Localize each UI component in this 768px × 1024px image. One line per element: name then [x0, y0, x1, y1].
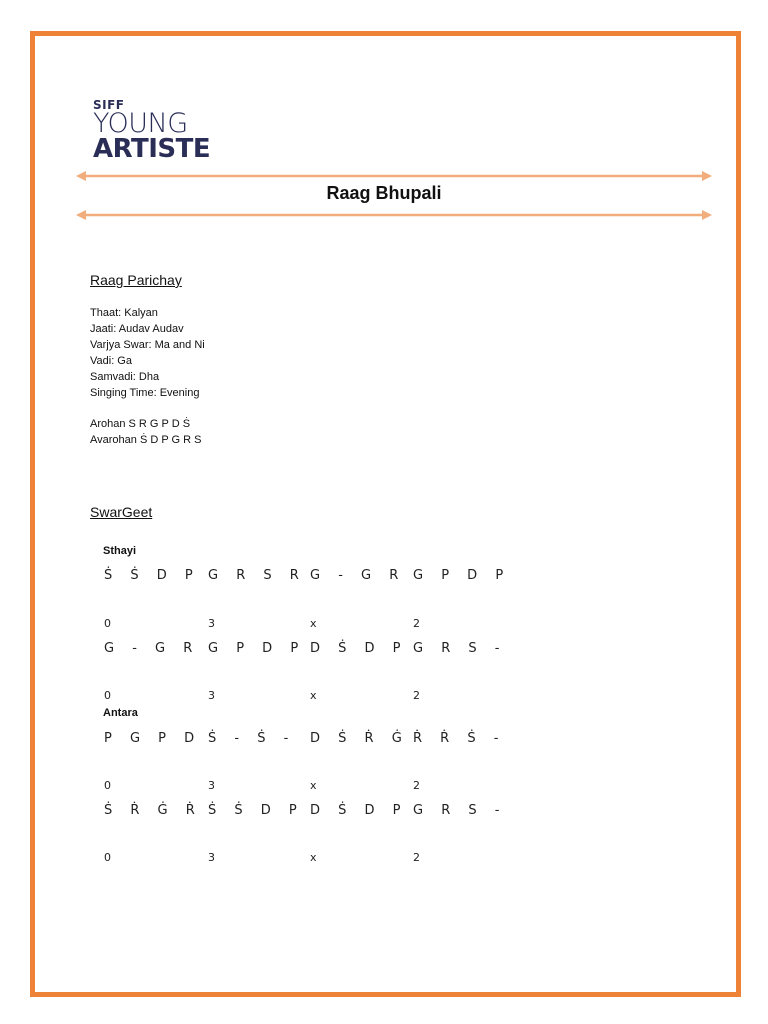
taal-marker: 3 — [208, 779, 215, 792]
swar-group: Ṡ Ṙ Ġ Ṙ — [104, 803, 202, 818]
taal-marker: 2 — [413, 851, 420, 864]
swar-group: Ṡ - Ṡ - — [208, 731, 296, 746]
swar-group: G R S R — [208, 568, 306, 583]
thaat-line: Thaat: Kalyan — [90, 307, 158, 319]
swar-group: Ṙ Ṙ Ṡ - — [413, 731, 506, 746]
taal-marker: x — [310, 851, 317, 864]
swargeet-heading: SwarGeet — [90, 504, 153, 520]
varjya-swar-line: Varjya Swar: Ma and Ni — [90, 339, 205, 351]
swar-group: G - G R — [310, 568, 406, 583]
taal-marker: 3 — [208, 617, 215, 630]
taal-marker: 3 — [208, 851, 215, 864]
arohan-line: Arohan S R G P D Ṡ — [90, 418, 191, 430]
swar-group: Ṡ Ṡ D P — [208, 803, 304, 818]
swar-group: D Ṡ Ṙ Ġ — [310, 731, 409, 746]
raag-parichay-details — [90, 305, 205, 401]
swar-group: G - G R — [104, 641, 200, 656]
title-top-arrow — [76, 170, 712, 182]
raag-parichay-heading: Raag Parichay — [90, 272, 182, 288]
swar-group: P G P D — [104, 731, 202, 746]
page-title: Raag Bhupali — [326, 183, 442, 203]
vadi-line: Vadi: Ga — [90, 355, 132, 367]
samvadi-line: Samvadi: Dha — [90, 371, 160, 383]
singing-time-line: Singing Time: Evening — [90, 387, 200, 399]
taal-marker: 0 — [104, 779, 111, 792]
taal-marker: 2 — [413, 779, 420, 792]
title-bottom-arrow — [76, 209, 712, 221]
taal-marker: x — [310, 779, 317, 792]
sthayi-label: Sthayi — [103, 545, 137, 557]
taal-marker: x — [310, 617, 317, 630]
logo-line-artiste: ARTISTE — [93, 134, 211, 164]
swar-group: G P D P — [413, 568, 511, 583]
taal-marker: 3 — [208, 689, 215, 702]
antara-label: Antara — [103, 707, 138, 719]
siff-young-artiste-logo — [93, 98, 210, 162]
taal-marker: 0 — [104, 617, 111, 630]
taal-marker: x — [310, 689, 317, 702]
swar-group: D Ṡ D P — [310, 803, 408, 818]
taal-marker: 0 — [104, 851, 111, 864]
arohan-avarohan — [90, 416, 201, 448]
taal-marker: 0 — [104, 689, 111, 702]
swar-group: Ṡ Ṡ D P — [104, 568, 200, 583]
avarohan-line: Avarohan Ṡ D P G R S — [90, 434, 202, 446]
swar-group: D Ṡ D P — [310, 641, 408, 656]
swar-group: G R S - — [413, 803, 507, 818]
taal-marker: 2 — [413, 689, 420, 702]
jaati-line: Jaati: Audav Audav — [90, 323, 184, 335]
logo-line-siff: SIFF — [93, 98, 125, 112]
swar-group: G R S - — [413, 641, 507, 656]
logo-line-young: YOUNG — [93, 108, 188, 139]
taal-marker: 2 — [413, 617, 420, 630]
swar-group: G P D P — [208, 641, 306, 656]
